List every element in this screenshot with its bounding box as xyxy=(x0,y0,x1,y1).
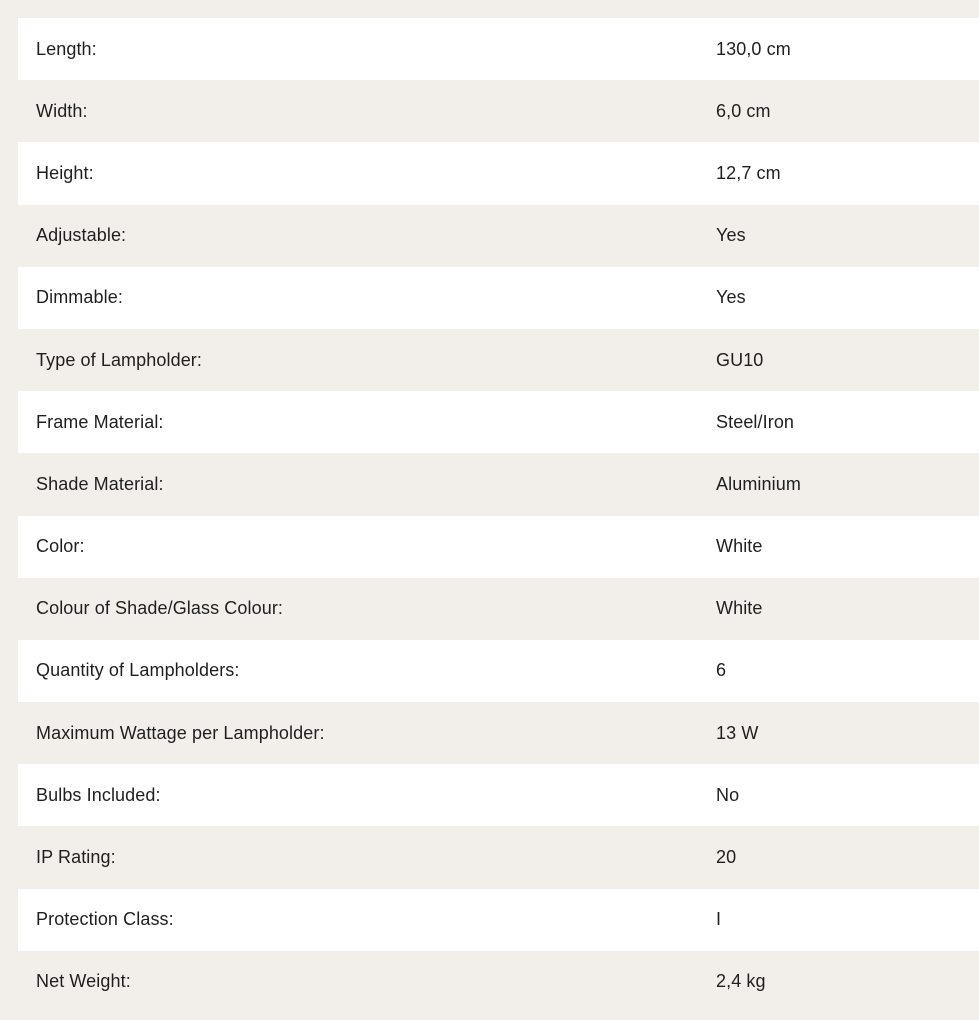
spec-value: Aluminium xyxy=(716,473,801,494)
spec-row-net-weight xyxy=(18,951,979,1013)
spec-value: White xyxy=(716,598,763,619)
spec-label: Colour of Shade/Glass Colour: xyxy=(36,598,284,619)
spec-value: Yes xyxy=(716,225,746,246)
spec-label: Dimmable: xyxy=(36,287,123,308)
spec-label: Adjustable: xyxy=(36,225,127,246)
spec-row-max-wattage xyxy=(18,702,979,764)
spec-row-adjustable xyxy=(18,205,979,267)
spec-row-width xyxy=(18,80,979,142)
spec-value: 130,0 cm xyxy=(716,38,791,59)
spec-label: Maximum Wattage per Lampholder: xyxy=(36,722,325,743)
spec-label: Width: xyxy=(36,100,88,121)
spec-value: No xyxy=(716,784,740,805)
spec-label: Length: xyxy=(36,38,97,59)
spec-value: Steel/Iron xyxy=(716,411,795,432)
spec-value: 13 W xyxy=(716,722,759,743)
spec-row-lampholder-type xyxy=(18,329,979,391)
spec-label: Frame Material: xyxy=(36,411,164,432)
spec-value: 6 xyxy=(716,660,727,681)
spec-row-lampholder-quantity xyxy=(18,640,979,702)
spec-row-length xyxy=(18,18,979,80)
specifications-table xyxy=(18,18,979,1013)
spec-value: 6,0 cm xyxy=(716,100,771,121)
spec-row-shade-colour xyxy=(18,578,979,640)
spec-row-height xyxy=(18,142,979,204)
spec-label: Color: xyxy=(36,536,85,557)
spec-value: 2,4 kg xyxy=(716,971,766,992)
spec-label: Bulbs Included: xyxy=(36,784,161,805)
spec-label: Protection Class: xyxy=(36,909,174,930)
spec-label: IP Rating: xyxy=(36,847,116,868)
spec-label: Shade Material: xyxy=(36,473,164,494)
spec-label: Net Weight: xyxy=(36,971,131,992)
spec-row-color xyxy=(18,516,979,578)
spec-row-bulbs-included xyxy=(18,764,979,826)
spec-value: White xyxy=(716,536,763,557)
spec-label: Type of Lampholder: xyxy=(36,349,203,370)
spec-value: 12,7 cm xyxy=(716,162,781,183)
spec-value: GU10 xyxy=(716,349,764,370)
spec-row-protection-class xyxy=(18,889,979,951)
spec-row-frame-material xyxy=(18,391,979,453)
spec-value: 20 xyxy=(716,847,737,868)
spec-label: Height: xyxy=(36,162,94,183)
spec-value: I xyxy=(716,909,722,930)
spec-row-shade-material xyxy=(18,453,979,515)
spec-label: Quantity of Lampholders: xyxy=(36,660,240,681)
spec-row-dimmable xyxy=(18,267,979,329)
spec-value: Yes xyxy=(716,287,746,308)
spec-row-ip-rating xyxy=(18,826,979,888)
